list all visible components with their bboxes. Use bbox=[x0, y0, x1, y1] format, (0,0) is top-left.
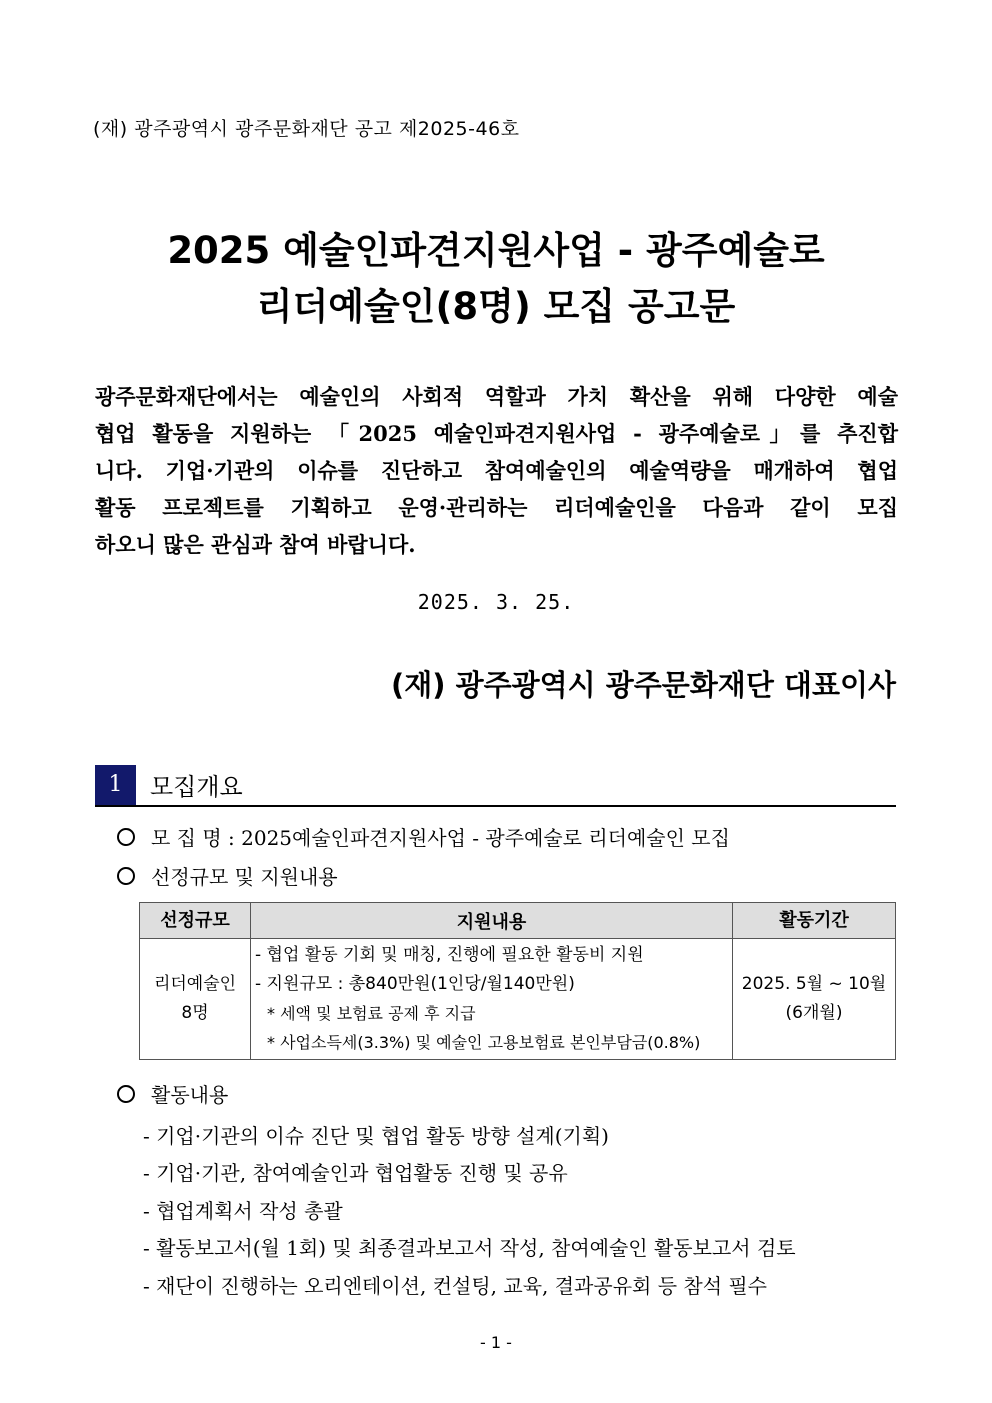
table-header-row bbox=[140, 903, 896, 939]
issuer-name: (재) 광주광역시 광주문화재단 대표이사 bbox=[390, 668, 896, 702]
page-title-line1: 2025 예술인파견지원사업 - 광주예술로 bbox=[167, 229, 825, 272]
activity-item: - 협업계획서 작성 총괄 bbox=[143, 1199, 343, 1223]
table-cell-support bbox=[251, 939, 733, 1060]
activity-item: - 활동보고서(월 1회) 및 최종결과보고서 작성, 참여예술인 활동보고서 검토 bbox=[143, 1236, 796, 1260]
circle-bullet-icon bbox=[117, 828, 135, 846]
cell-note: * 세액 및 보험료 공제 후 지급 bbox=[267, 1004, 476, 1023]
intro-line: 협업 활동을 지원하는 「2025 예술인파견지원사업 - 광주예술로」를 추진합 bbox=[95, 421, 898, 446]
circle-bullet-icon bbox=[117, 867, 135, 885]
notice-number: (재) 광주광역시 광주문화재단 공고 제2025-46호 bbox=[93, 118, 520, 140]
cell-text: - 지원규모 : 총840만원(1인당/월140만원) bbox=[255, 974, 575, 994]
section-number-badge: 1 bbox=[95, 765, 136, 805]
page-title-line2: 리더예술인(8명) 모집 공고문 bbox=[256, 285, 736, 328]
circle-bullet-icon bbox=[117, 1085, 135, 1103]
table-row bbox=[140, 939, 896, 1060]
cell-text: 리더예술인 bbox=[153, 974, 237, 994]
bullet-text: 활동내용 bbox=[151, 1083, 229, 1107]
table-header-cell: 활동기간 bbox=[733, 903, 896, 939]
section-title: 모집개요 bbox=[150, 773, 243, 801]
bullet-scale bbox=[117, 861, 338, 890]
intro-line: 광주문화재단에서는 예술인의 사회적 역할과 가치 확산을 위해 다양한 예술 bbox=[95, 384, 898, 409]
activity-item: - 기업·기관, 참여예술인과 협업활동 진행 및 공유 bbox=[143, 1161, 568, 1185]
bullet-recruit-name bbox=[117, 822, 730, 851]
intro-line: 니다. 기업·기관의 이슈를 진단하고 참여예술인의 예술역량을 매개하여 협업 bbox=[95, 458, 898, 483]
activity-item: - 재단이 진행하는 오리엔테이션, 컨설팅, 교육, 결과공유회 등 참석 필수 bbox=[143, 1274, 768, 1298]
cell-text: - 협업 활동 기회 및 매칭, 진행에 필요한 활동비 지원 bbox=[255, 945, 644, 965]
bullet-text: 모 집 명 : 2025예술인파견지원사업 - 광주예술로 리더예술인 모집 bbox=[151, 826, 730, 850]
activity-item: - 기업·기관의 이슈 진단 및 협업 활동 방향 설계(기획) bbox=[143, 1124, 609, 1148]
announcement-date: 2025. 3. 25. bbox=[417, 590, 575, 614]
cell-note: * 사업소득세(3.3%) 및 예술인 고용보험료 본인부담금(0.8%) bbox=[267, 1033, 701, 1052]
section-header bbox=[95, 765, 896, 807]
intro-paragraph bbox=[95, 378, 898, 563]
table-header-cell: 선정규모 bbox=[140, 903, 251, 939]
page-number: - 1 - bbox=[480, 1333, 512, 1352]
table-cell-period bbox=[733, 939, 896, 1060]
support-table bbox=[139, 902, 896, 1060]
bullet-text: 선정규모 및 지원내용 bbox=[151, 865, 338, 889]
cell-text: (6개월) bbox=[785, 1003, 843, 1023]
intro-line: 하오니 많은 관심과 참여 바랍니다. bbox=[95, 532, 416, 557]
intro-line: 활동 프로젝트를 기획하고 운영·관리하는 리더예술인을 다음과 같이 모집 bbox=[95, 495, 898, 520]
table-header-cell: 지원내용 bbox=[251, 903, 733, 939]
cell-text: 8명 bbox=[181, 1003, 209, 1023]
cell-text: 2025. 5월 ~ 10월 bbox=[741, 974, 887, 994]
bullet-activities bbox=[117, 1079, 228, 1108]
table-cell-scale bbox=[140, 939, 251, 1060]
